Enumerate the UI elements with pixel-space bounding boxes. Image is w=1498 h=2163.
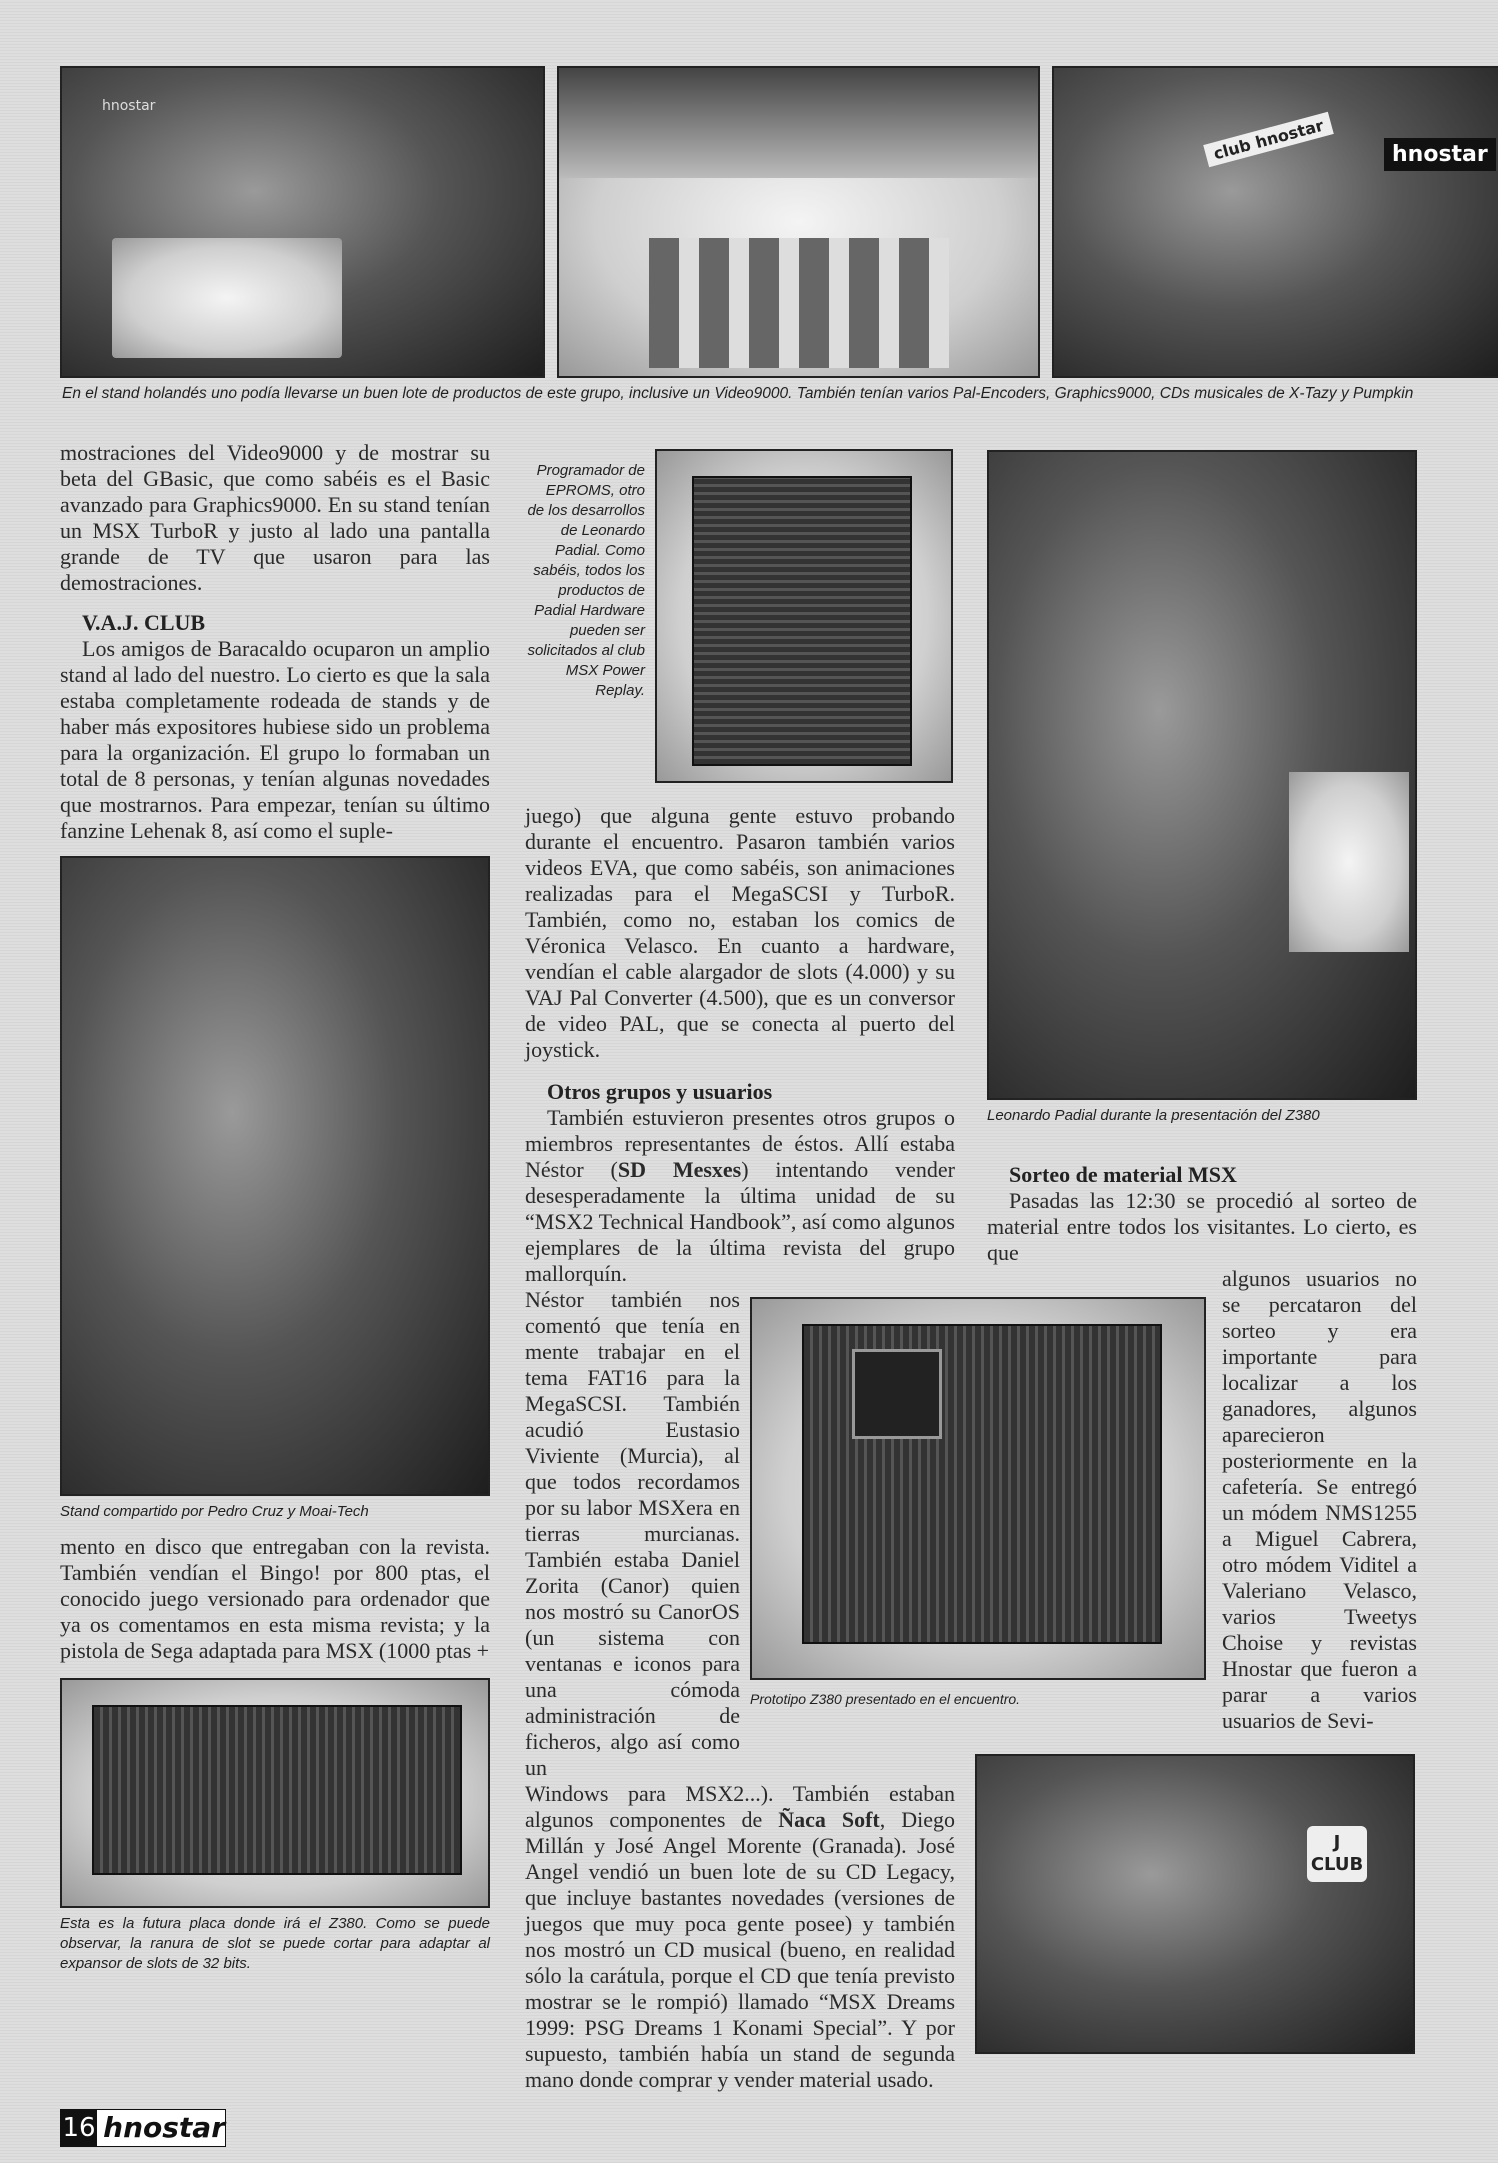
eprom-figure [525, 449, 955, 783]
paragraph: algunos usuarios no se percataron del sorteo y era importante para localizar a los ganadores, algunos aparecieron posteriormente en la cafetería. Se entregó un módem NMS1255 a Miguel Cabrera, otro módem Viditel a Valeriano Velasco, varios Tweetys Choise y revistas Hnostar que fueron a parar a varios usuarios de Sevi- [1222, 1266, 1417, 1733]
photo-eprom-programmer [655, 449, 953, 783]
paragraph: Los amigos de Baracaldo ocuparon un amplio stand al lado del nuestro. Lo cierto es que la sala estaba completamente rodeada de stands y de haber más expositores hubiese sido un problema para la organización. El grupo lo formaban un total de 8 personas, y tenían algunas novedades que mostrarnos. Para empezar, tenían su último fanzine Lehenak 8, así como el suple- [60, 636, 490, 843]
photo-dutch-stand-3: club hnostar hnostar [1052, 66, 1498, 378]
photo-leonardo-padial [987, 450, 1417, 1100]
heading-sorteo: Sorteo de material MSX [1009, 1162, 1237, 1187]
heading-vaj-club: V.A.J. CLUB [82, 610, 206, 635]
eprom-caption: Programador de EPROMS, otro de los desarrollos de Leonardo Padial. Como sabéis, todos los productos de Padial Hardware pueden ser solicitados al club MSX Power Replay. [527, 462, 645, 699]
page-footer [60, 2109, 226, 2147]
photo-future-board [60, 1678, 490, 1908]
paragraph: juego) que alguna gente estuvo probando durante el encuentro. Pasaron también varios videos EVA, que como sabéis, son animaciones realizadas para el MegaSCSI y TurboR. También, como no, estaban los comics de Véronica Velasco. En cuanto a hardware, vendían el cable alargador de slots (4.000) y su VAJ Pal Converter (4.500), que es un conversor de video PAL, que se conecta al puerto del joystick. [525, 803, 955, 1062]
leonardo-caption: Leonardo Padial durante la presentación del Z380 [987, 1107, 1320, 1124]
photo-vaj-club-stand: J CLUB [975, 1754, 1415, 2054]
paragraph: Néstor también nos comentó que tenía en mente trabajar en el tema FAT16 para la MegaSCSI. También acudió Eustasio Viviente (Murcia), al que todos recordamos por su labor MSXera en tierras murcianas. También estaba Daniel Zorita (Canor) quien nos mostró su CanorOS (un sistema con ventanas e iconos para una cómoda administración de ficheros, algo así como un [525, 1287, 740, 1780]
photo-dutch-stand-1: hnostar [60, 66, 545, 378]
board-caption: Esta es la futura placa donde irá el Z380. Como se puede observar, la ranura de slot se puede cortar para adaptar al expansor de slots de 32 bits. [60, 1915, 490, 1972]
column-3 [987, 450, 1417, 2054]
paragraph: También estuvieron presentes otros grupos o miembros representantes de éstos. Allí estaba Néstor (SD Mesxes) intentando vender desesperadamente la última unidad de su “MSX2 Technical Handbook”, así como algunos ejemplares de la última revista del grupo mallorquín. [525, 1105, 956, 1286]
heading-otros-grupos: Otros grupos y usuarios [547, 1079, 773, 1104]
column-1 [60, 440, 490, 1974]
z380-caption: Prototipo Z380 presentado en el encuentro. [750, 1691, 1021, 1707]
z380-float [740, 1297, 1021, 1737]
photo-shared-stand [60, 856, 490, 1496]
top-photo-caption: En el stand holandés uno podía llevarse un buen lote de productos de este grupo, inclusive un Video9000. También tenían varios Pal-Encoders, Graphics9000, CDs musicales de X-Tazy y Pumpkin [62, 385, 1414, 402]
magazine-logo: hnostar [103, 2111, 225, 2144]
column-2 [525, 449, 1021, 2093]
photo-caption: Stand compartido por Pedro Cruz y Moai-Tech [60, 1503, 369, 1520]
page-number: 16 [61, 2110, 97, 2146]
paragraph: mento en disco que entregaban con la revista. También vendían el Bingo! por 800 ptas, el conocido juego versionado para ordenador que ya os comentamos en esta misma revista; y la pistola de Sega adaptada para MSX (1000 ptas + [60, 1534, 490, 1663]
paragraph: mostraciones del Video9000 y de mostrar su beta del GBasic, que como sabéis es el Basic avanzado para Graphics9000. En su stand tenían un MSX TurboR y justo al lado una pantalla grande de TV que usaron para las demostraciones. [60, 440, 490, 595]
paragraph: Pasadas las 12:30 se procedió al sorteo de material entre todos los visitantes. Lo cierto, es que [987, 1188, 1417, 1265]
paragraph: Windows para MSX2...). También estaban algunos componentes de Ñaca Soft, Diego Millán y José Angel Morente (Granada). José Angel vendió un buen lote de su CD Legacy, que incluye bastantes novedades (versiones de juegos que muy poca gente posee) y también nos mostró un CD musical (bueno, en realidad sólo la carátula, porque el CD que tenía previsto mostrar se le rompió) llamado “MSX Dreams 1999: PSG Dreams 1 Konami Special”. Y por supuesto, también había un stand de segunda mano donde comprar y vender material usado. [525, 1781, 955, 2092]
photo-dutch-stand-2 [557, 66, 1040, 378]
